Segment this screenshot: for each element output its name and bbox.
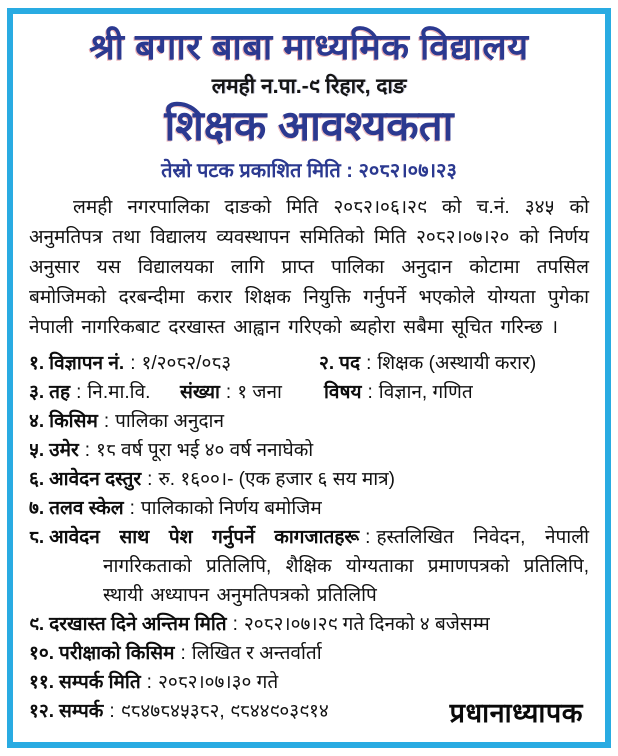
item-label: परीक्षाको किसिम (59, 643, 175, 665)
item-value: २०८२।०७।३० गते (157, 672, 279, 694)
list-row-2 (29, 378, 589, 407)
item-value: विज्ञान, गणित (378, 382, 473, 404)
notice-title: शिक्षक आवश्यकता (164, 102, 454, 150)
item-value: लिखित र अन्तर्वार्ता (191, 643, 322, 665)
list-item-contact-phones (29, 697, 329, 726)
list-item-salary (29, 494, 322, 523)
item-value: रु. १६००।- (एक हजार ६ सय मात्र) (158, 469, 395, 491)
list-item-deadline (29, 610, 490, 639)
item-value: शिक्षक (अस्थायी करार) (377, 353, 537, 375)
item-number: १२. (29, 701, 55, 723)
item-value: १ जना (237, 382, 282, 404)
notice-header (29, 26, 589, 183)
label-value-separator: : (76, 382, 82, 404)
school-name: श्री बगार बाबा माध्यमिक विद्यालय (89, 26, 529, 67)
label-value-separator: : (232, 614, 238, 636)
item-number: २. (319, 353, 335, 375)
item-value: पालिका अनुदान (115, 411, 225, 433)
item-value: हस्तलिखित निवेदन, नेपाली नागरिकताको प्रतिलिपि, शैक्षिक योग्यताका प्रमाणपत्रको प्रतिलिपि, स्थायी अध्यापन अनुमतिपत्रको प्रतिलिपि (103, 527, 589, 607)
list-row-5 (29, 465, 589, 494)
item-number: ९. (29, 614, 45, 636)
school-address: लमही न.पा.-९ रिहार, दाङ (211, 75, 407, 99)
label-value-separator: : (147, 469, 153, 491)
publication-date-line: तेस्रो पटक प्रकाशित मिति : २०८२।०७।२३ (161, 160, 457, 183)
label-value-separator: : (129, 498, 135, 520)
label-value-separator: : (84, 440, 90, 462)
item-number: १. (29, 353, 45, 375)
item-label: उमेर (49, 440, 79, 462)
item-label: आवेदन साथ पेश गर्नुपर्ने कागजातहरू (49, 527, 360, 549)
item-number: ६. (29, 469, 45, 491)
notice-border-frame (7, 8, 611, 748)
item-value: पालिकाको निर्णय बमोजिम (140, 498, 322, 520)
list-item-contact-date (29, 668, 278, 697)
list-item-type (29, 407, 224, 436)
item-number: १०. (29, 643, 55, 665)
item-value: २०८२।०७।२९ गते दिनको ४ बजेसम्म (243, 614, 490, 636)
item-value: नि.मा.वि. (87, 382, 151, 404)
list-item-level (29, 378, 180, 407)
label-value-separator: : (367, 382, 373, 404)
label-value-separator: : (103, 411, 110, 433)
notice-item-list (29, 349, 589, 726)
intro-paragraph: लमही नगरपालिका दाङको मिति २०८२।०६।२९ को च.नं. ३४५ को अनुमतिपत्र तथा विद्यालय व्यवस्थापन समितिको मिति २०८२।०७।२० को निर्णय अनुसार यस विद्यालयका लागि प्राप्त पालिका अनुदान कोटामा तपसिल बमोजिमको दरबन्दीमा करार शिक्षक नियुक्ति गर्नुपर्ने भएकोले योग्यता पुगेका नेपाली नागरिकबाट दरखास्त आह्वान गरिएको ब्यहोरा सबैमा सूचित गरिन्छ । (29, 197, 589, 339)
item-label: तलव स्केल (49, 498, 124, 520)
list-item-fee (29, 465, 395, 494)
item-label: सम्पर्क मिति (59, 672, 141, 694)
list-row-4 (29, 436, 589, 465)
list-item-subject (324, 378, 473, 407)
item-value: १८ वर्ष पूरा भई ४० वर्ष ननाघेको (96, 440, 314, 462)
item-value: १/२०८२/०८३ (141, 353, 232, 375)
label-value-separator: : (225, 382, 232, 404)
item-label: आवेदन दस्तुर (49, 469, 142, 491)
item-number: ११. (29, 672, 55, 694)
label-value-separator: : (146, 672, 152, 694)
principal-signature: प्रधानाध्यापक (449, 698, 583, 729)
item-label: विषय (324, 382, 362, 404)
label-value-separator: : (130, 353, 136, 375)
item-label: संख्या (180, 382, 220, 404)
label-value-separator: : (365, 527, 371, 549)
list-item-age (29, 436, 313, 465)
item-number: ४. (29, 411, 45, 433)
item-value: ९८४७८४५३८२, ९८४४९०३९१४ (120, 701, 329, 723)
item-label: दरखास्त दिने अन्तिम मिति (49, 614, 227, 636)
item-label: पद (339, 353, 361, 375)
list-item-exam-type (29, 639, 322, 668)
list-item-advert-no (29, 349, 319, 378)
item-label: सम्पर्क (59, 701, 104, 723)
label-value-separator: : (109, 701, 115, 723)
list-item-documents (29, 523, 589, 610)
label-value-separator: : (180, 643, 186, 665)
item-label: विज्ञापन नं. (49, 353, 125, 375)
label-value-separator: : (366, 353, 372, 375)
list-row-3 (29, 407, 589, 436)
list-item-quantity (180, 378, 324, 407)
item-number: ७. (29, 498, 45, 520)
item-number: ८. (29, 527, 45, 549)
list-row-6 (29, 494, 589, 523)
list-row-1 (29, 349, 589, 378)
list-row-9 (29, 639, 589, 668)
item-number: ३. (29, 382, 45, 404)
item-label: तह (49, 382, 71, 404)
list-item-post (319, 349, 536, 378)
item-number: ५. (29, 440, 45, 462)
item-label: किसिम (49, 411, 98, 433)
list-row-8 (29, 610, 589, 639)
